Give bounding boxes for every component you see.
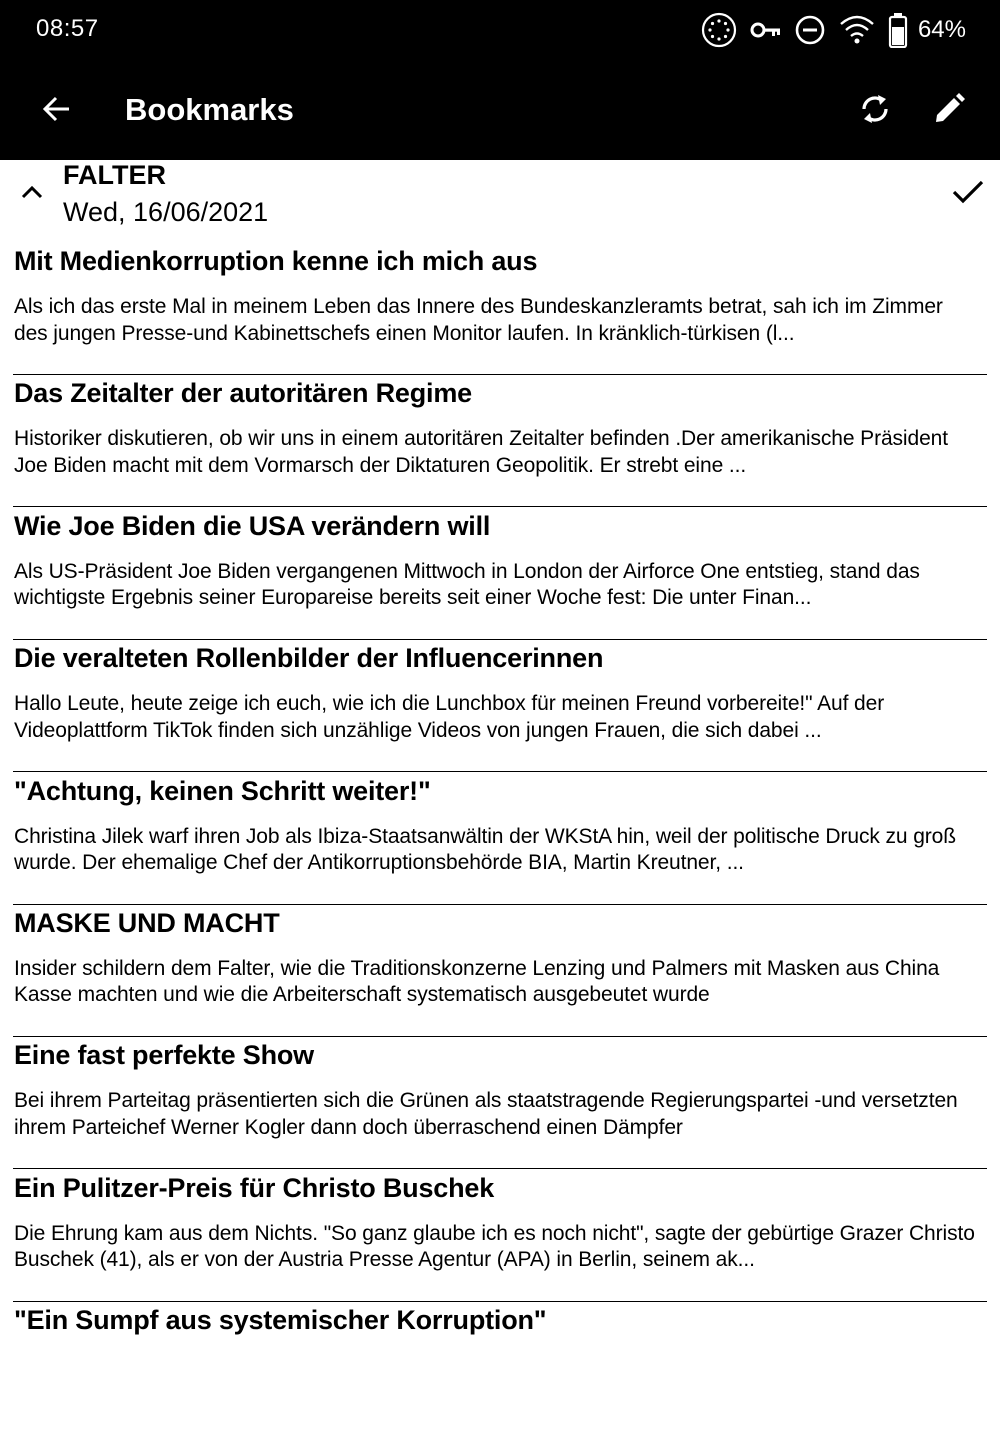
- bookmark-summary: Insider schildern dem Falter, wie die Traditionskonzerne Lenzing und Palmers mit Masken aus China Kasse machten und wie die Arbeiterschaft systematisch ausgebeutet wurde: [14, 956, 940, 1007]
- back-arrow-icon: [42, 94, 72, 129]
- chevron-up-icon: [20, 184, 44, 205]
- edit-button[interactable]: [922, 84, 976, 138]
- bookmark-item[interactable]: [0, 774, 1000, 906]
- sync-progress-icon: [700, 11, 738, 49]
- wifi-icon: [838, 13, 876, 47]
- bookmark-item[interactable]: [0, 906, 1000, 1038]
- back-button[interactable]: [30, 84, 84, 138]
- group-title: FALTER: [63, 160, 166, 190]
- bookmark-item[interactable]: [0, 1303, 1000, 1435]
- bookmark-title: Eine fast perfekte Show: [14, 1040, 314, 1071]
- status-bar: [0, 0, 1000, 62]
- sync-button[interactable]: [848, 84, 902, 138]
- divider: [13, 904, 987, 905]
- divider: [13, 1301, 987, 1302]
- bookmark-title: Wie Joe Biden die USA verändern will: [14, 510, 491, 541]
- divider: [13, 506, 987, 507]
- bookmark-title: "Ein Sumpf aus systemischer Korruption": [14, 1305, 547, 1336]
- bookmark-summary: Als ich das erste Mal in meinem Leben das Innere des Bundeskanzleramts betrat, sah ich im Zimmer des jungen Presse-und Kabinettschefs einen Monitor laufen. In kränklich-türkisen (l...: [14, 295, 943, 345]
- bookmark-summary: Die Ehrung kam aus dem Nichts. "So ganz glaube ich es noch nicht", sagte der gebürtige Grazer Christo Buschek (41), als er von der Austria Presse Agentur (APA) in Berlin, seinem ak...: [14, 1221, 975, 1272]
- battery-percent: 64%: [917, 16, 966, 43]
- bookmark-item[interactable]: [0, 244, 1000, 376]
- group-date: Wed, 16/06/2021: [63, 197, 269, 227]
- bookmark-title: Ein Pulitzer-Preis für Christo Buschek: [14, 1172, 495, 1203]
- bookmark-title: Das Zeitalter der autoritären Regime: [14, 378, 472, 409]
- bookmark-title: "Achtung, keinen Schritt weiter!": [14, 775, 431, 806]
- bookmark-summary: Als US-Präsident Joe Biden vergangenen Mittwoch in London der Airforce One entstieg, stand das wichtigste Ergebnis seiner Europareise bereits seit einer Woche fest: Die unter Finan...: [14, 559, 920, 610]
- bookmark-item[interactable]: [0, 641, 1000, 773]
- status-time: 08:57: [36, 15, 99, 42]
- battery-icon: [888, 12, 908, 48]
- do-not-disturb-icon: [794, 14, 826, 46]
- divider: [13, 374, 987, 375]
- bookmark-group-header: [0, 160, 1000, 234]
- mark-read-button[interactable]: [946, 172, 990, 216]
- bookmark-item[interactable]: [0, 1171, 1000, 1303]
- app-bar: [0, 62, 1000, 160]
- bookmark-summary: Hallo Leute, heute zeige ich euch, wie ich die Lunchbox für meinen Freund vorbereite!" Auf der Videoplattform TikTok finden sich unzählige Videos von jungen Frauen, die sich dabei ...: [14, 692, 885, 742]
- bookmark-item[interactable]: [0, 509, 1000, 641]
- bookmark-summary: Christina Jilek warf ihren Job als Ibiza-Staatsanwältin der WKStA hin, weil der politische Druck zu groß wurde. Der ehemalige Chef der Antikorruptionsbehörde BIA, Martin Kreutner, ...: [14, 824, 956, 875]
- check-icon: [952, 179, 984, 210]
- bookmark-list: [0, 244, 1000, 1436]
- bookmark-item[interactable]: [0, 1038, 1000, 1170]
- edit-pencil-icon: [932, 92, 966, 131]
- bookmark-summary: Bei ihrem Parteitag präsentierten sich die Grünen als staatstragende Regierungspartei -und versetzten ihrem Parteichef Werner Kogler dann doch überraschend einen Dämpfer: [14, 1089, 958, 1139]
- sync-icon: [858, 92, 892, 131]
- vpn-key-icon: [750, 18, 782, 42]
- page-title: Bookmarks: [125, 92, 294, 127]
- status-icons: [688, 10, 966, 50]
- bookmark-item[interactable]: [0, 376, 1000, 508]
- divider: [13, 1168, 987, 1169]
- collapse-group-button[interactable]: [12, 174, 52, 214]
- divider: [13, 1036, 987, 1037]
- bookmark-title: MASKE UND MACHT: [14, 907, 280, 938]
- bookmark-title: Die veralteten Rollenbilder der Influencerinnen: [14, 643, 604, 674]
- bookmark-summary: Historiker diskutieren, ob wir uns in einem autoritären Zeitalter befinden .Der amerikanische Präsident Joe Biden macht mit dem Vormarsch der Diktaturen Geopolitik. Er strebt eine ...: [14, 427, 948, 477]
- divider: [13, 639, 987, 640]
- divider: [13, 771, 987, 772]
- bookmark-title: Mit Medienkorruption kenne ich mich aus: [14, 246, 538, 276]
